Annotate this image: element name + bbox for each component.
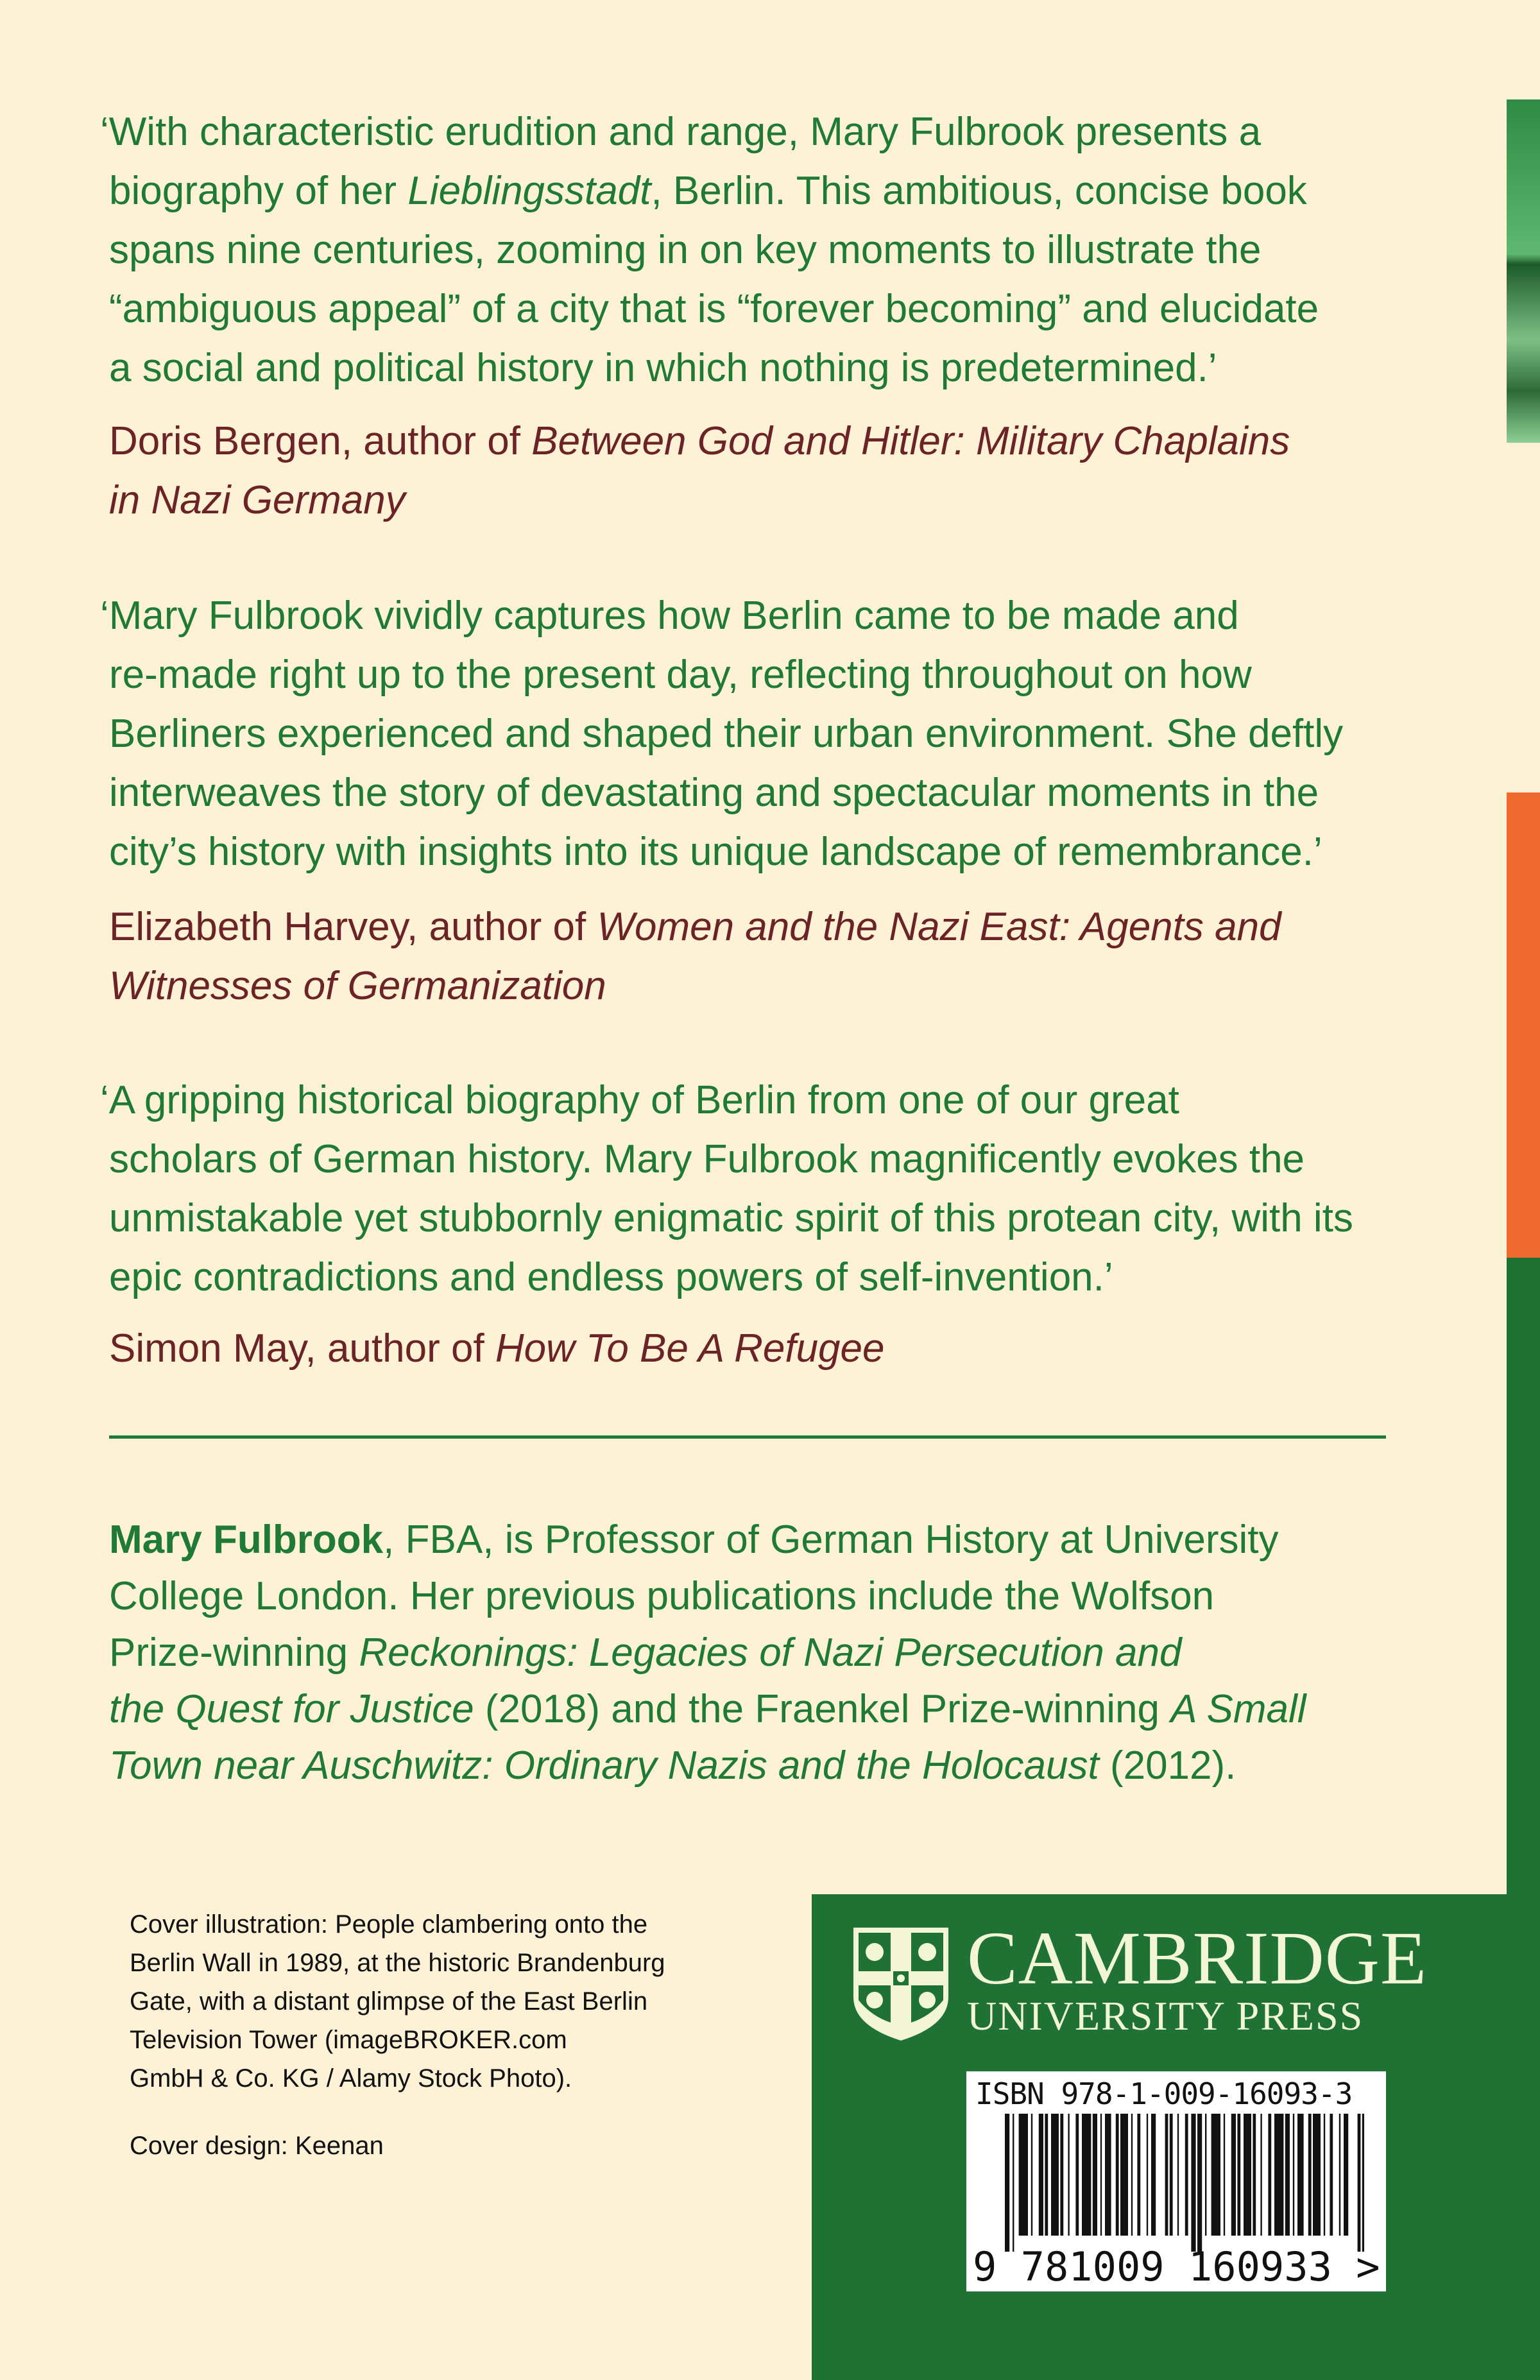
barcode-bar [1051,2114,1059,2236]
text-segment: scholars of German history. Mary Fulbrook magnificently evokes the [109,1137,1305,1181]
text-line [109,1189,1353,1248]
text-segment: epic contradictions and endless powers of self-invention.’ [109,1255,1113,1299]
text-segment: , Berlin. This ambitious, concise book [651,169,1307,213]
barcode-bar [1170,2114,1173,2236]
text-line [109,221,1319,280]
quote-3 [100,1071,1353,1307]
text-line [109,471,1290,530]
title-text: Reckonings: Legacies of Nazi Persecution and [359,1631,1182,1675]
publisher-name: CAMBRIDGE [967,1916,1428,2000]
barcode-bar [1231,2114,1236,2236]
credit-line: Television Tower (imageBROKER.com [130,2026,567,2054]
text-line [109,1738,1306,1794]
title-text: How To Be A Refugee [495,1326,885,1371]
title-text: Between God and Hitler: Military Chaplains [531,419,1290,463]
text-segment: interweaves the story of devastating and spectacular moments in the [109,771,1319,815]
barcode-bar [1131,2114,1133,2236]
text-segment: ‘A gripping historical biography of Berlin from one of our great [100,1078,1179,1122]
barcode-bar [1093,2114,1097,2236]
barcode-bar [1120,2114,1128,2236]
barcode-bar [1075,2114,1079,2236]
text-line [109,1130,1353,1189]
barcode-bar [1344,2114,1348,2236]
text-segment: city’s history with insights into its unique landscape of remembrance.’ [109,830,1322,874]
text-segment: Berliners experienced and shaped their urban environment. She deftly [109,712,1344,756]
text-line [109,705,1343,764]
text-segment: Doris Bergen, author of [109,419,532,463]
barcode-bar [1297,2114,1304,2236]
barcode-bar [1068,2114,1069,2236]
credit-line: Berlin Wall in 1989, at the historic Brandenburg [130,1949,665,1977]
barcode-bar [1330,2114,1333,2236]
barcode-bar [1244,2114,1251,2236]
text-line [100,586,1343,646]
cambridge-crest-icon [852,1926,950,2042]
text-line [109,1681,1306,1738]
barcode-bar [1116,2114,1119,2236]
credit-line: Gate, with a distant glimpse of the East Berlin [130,1987,648,2016]
barcode-bar [1197,2114,1202,2252]
barcode-bar [1165,2114,1168,2236]
text-line [109,823,1343,882]
text-line [109,162,1319,221]
title-text: Lieblingsstadt [407,169,651,213]
barcode-bar [1082,2114,1091,2236]
barcode-bar [1105,2114,1111,2236]
text-segment: Simon May, author of [109,1326,495,1371]
title-text: the Quest for Justice [109,1687,474,1731]
text-segment: College London. Her previous publications include the Wolfson [109,1574,1215,1618]
text-segment: spans nine centuries, zooming in on key moments to illustrate the [109,228,1262,272]
text-segment: ‘With characteristic erudition and range, Mary Fulbrook presents a [100,110,1262,154]
publisher-panel [812,1894,1507,2380]
barcode-bar [1191,2114,1195,2252]
text-line [109,412,1290,471]
text-line [109,280,1319,339]
text-line [109,1568,1306,1625]
text-segment: re-made right up to the present day, reflecting throughout on how [109,653,1252,697]
text-line [100,103,1319,162]
cover-illustration-credit [130,1905,665,2098]
text-line [109,764,1343,823]
quote-2 [100,586,1344,882]
barcode-bar [1039,2114,1043,2236]
barcode-bar [1285,2114,1290,2236]
isbn-digits: 9 781009 160933 > [973,2243,1380,2290]
text-line [109,1319,885,1378]
barcode-bar [1253,2114,1256,2236]
quote-3-attribution [109,1319,885,1378]
barcode-bar [1224,2114,1225,2236]
barcode-bar [1260,2114,1262,2236]
text-segment: Mary Fulbrook [109,1518,384,1562]
barcode-bar [1185,2114,1188,2236]
quote-1 [100,103,1319,398]
barcode-bar [1268,2114,1271,2236]
text-segment: a social and political history in which nothing is predetermined.’ [109,346,1217,390]
barcode-bar [1293,2114,1294,2236]
spine-green-band [1507,1258,1540,2380]
barcode-bar [1137,2114,1140,2236]
barcode-bar [1324,2114,1325,2236]
title-text: Town near Auschwitz: Ordinary Nazis and the Holocaust [109,1743,1099,1788]
publisher-subtitle: UNIVERSITY PRESS [967,1993,1364,2039]
text-segment: “ambiguous appeal” of a city that is “forever becoming” and elucidate [109,287,1319,331]
barcode-bar [1339,2114,1340,2236]
text-line [109,339,1319,398]
quote-2-attribution [109,898,1281,1016]
barcode-bar [1013,2114,1014,2252]
barcode-bar [1147,2114,1148,2236]
text-line [109,1248,1353,1307]
author-bio [109,1512,1306,1794]
text-segment: Prize-winning [109,1631,359,1675]
text-line [100,1071,1353,1130]
text-line [109,898,1281,957]
text-segment: (2018) and the Fraenkel Prize-winning [474,1687,1171,1731]
text-line [109,1512,1306,1568]
barcode-bar [1031,2114,1032,2236]
barcode-bar [1177,2114,1179,2236]
barcode-bar [1211,2114,1220,2236]
barcode-bar [1005,2114,1009,2252]
barcode-bar [1358,2114,1361,2252]
title-text: Women and the Nazi East: Agents and [597,905,1281,949]
barcode-bar [1274,2114,1283,2236]
barcode-bar [1045,2114,1048,2236]
credit-line: GmbH & Co. KG / Alamy Stock Photo). [130,2064,572,2093]
barcode-bar [1362,2114,1364,2252]
title-text: in Nazi Germany [109,478,406,522]
divider [109,1435,1386,1439]
barcode-bar [1100,2114,1102,2236]
isbn-label: ISBN 978-1-009-16093-3 [975,2076,1353,2111]
barcode-bar [1019,2114,1028,2236]
isbn-barcode [966,2071,1386,2291]
cover-design-credit: Cover design: Keenan [130,2132,384,2160]
cover-image-strip [1507,99,1540,443]
text-segment: , FBA, is Professor of German History at University [383,1518,1279,1562]
barcode-bar [1237,2114,1240,2236]
credit-line: Cover illustration: People clambering onto the [130,1910,648,1939]
barcode-bar [1313,2114,1321,2236]
title-text: A Small [1170,1687,1306,1731]
barcode-bar [1151,2114,1156,2236]
text-line [109,957,1281,1016]
title-text: Witnesses of Germanization [109,964,606,1008]
text-segment: biography of her [109,169,408,213]
text-segment: unmistakable yet stubbornly enigmatic spirit of this protean city, with its [109,1196,1353,1240]
barcode-bar [1205,2114,1206,2236]
barcode-bars [1005,2114,1364,2252]
text-line [109,646,1343,705]
text-line [109,1625,1306,1681]
spine-orange-band [1507,792,1540,1258]
text-segment: ‘Mary Fulbrook vividly captures how Berlin came to be made and [100,594,1239,638]
barcode-bar [1060,2114,1063,2236]
quote-1-attribution [109,412,1290,530]
barcode-bar [1308,2114,1312,2236]
text-segment: Elizabeth Harvey, author of [109,905,597,949]
text-segment: (2012). [1099,1743,1236,1788]
